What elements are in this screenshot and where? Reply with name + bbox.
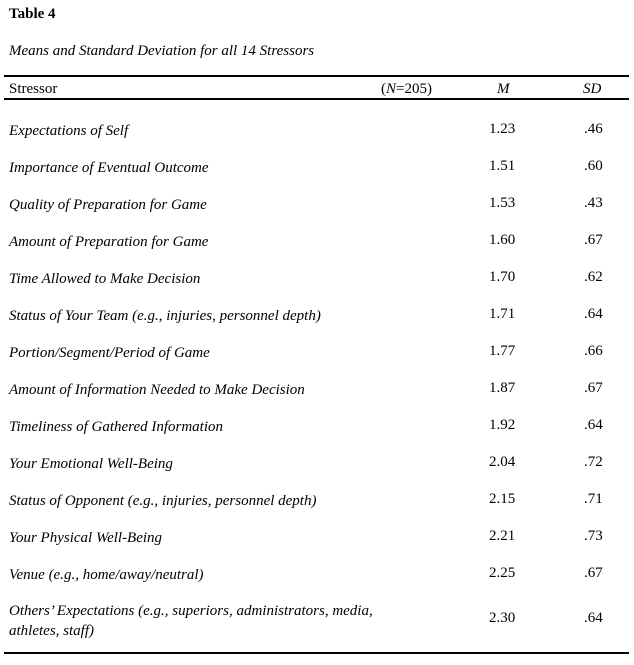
- stressor-name: Portion/Segment/Period of Game: [9, 345, 210, 361]
- mean-value: 1.87: [489, 380, 516, 396]
- stressor-name: Your Physical Well-Being: [9, 530, 163, 546]
- table-row: [0, 285, 634, 322]
- header-mean: M: [497, 81, 510, 97]
- table-row: [0, 544, 634, 581]
- mean-value: 1.23: [489, 121, 516, 137]
- sd-value: .67: [584, 232, 603, 248]
- mean-value: 1.53: [489, 195, 516, 211]
- mean-value: 2.04: [489, 454, 516, 470]
- sd-value: .64: [584, 306, 603, 322]
- sd-value: .46: [584, 121, 603, 137]
- table-title: Means and Standard Deviation for all 14 Stressors: [9, 43, 315, 59]
- mean-value: 2.21: [489, 528, 516, 544]
- stressor-name: Expectations of Self: [9, 123, 129, 139]
- sd-value: .60: [584, 158, 603, 174]
- table-row: [0, 433, 634, 470]
- table-row: [0, 470, 634, 507]
- table-row: [0, 174, 634, 211]
- table-row: [0, 322, 634, 359]
- stressor-name: Time Allowed to Make Decision: [9, 271, 201, 287]
- stressor-name: Others’ Expectations (e.g., superiors, administrators, media, athletes, staff): [9, 603, 373, 639]
- mean-value: 2.30: [489, 610, 516, 626]
- table-row: [0, 359, 634, 396]
- mean-value: 1.71: [489, 306, 516, 322]
- stressor-name: Amount of Preparation for Game: [9, 234, 209, 250]
- sd-value: .64: [584, 610, 603, 626]
- table-label: Table 4: [9, 6, 56, 22]
- stressor-name: Status of Your Team (e.g., injuries, personnel depth): [9, 308, 321, 324]
- stressor-name: Amount of Information Needed to Make Decision: [9, 382, 305, 398]
- stressor-name: Status of Opponent (e.g., injuries, personnel depth): [9, 493, 317, 509]
- header-stressor: Stressor: [9, 81, 58, 97]
- sd-value: .73: [584, 528, 603, 544]
- mean-value: 2.15: [489, 491, 516, 507]
- mean-value: 1.92: [489, 417, 516, 433]
- sd-value: .64: [584, 417, 603, 433]
- stressor-name: Importance of Eventual Outcome: [9, 160, 209, 176]
- sd-value: .66: [584, 343, 603, 359]
- sd-value: .43: [584, 195, 603, 211]
- table-row: [0, 507, 634, 544]
- table-row: [0, 137, 634, 174]
- mean-value: 1.60: [489, 232, 516, 248]
- table-row: [0, 396, 634, 433]
- header-sample-size: (N=205): [381, 81, 432, 97]
- table-row: [0, 211, 634, 248]
- stressor-name: Your Emotional Well-Being: [9, 456, 173, 472]
- bottom-rule: [4, 652, 629, 654]
- stressor-name: Timeliness of Gathered Information: [9, 419, 224, 435]
- sd-value: .67: [584, 380, 603, 396]
- mean-value: 1.77: [489, 343, 516, 359]
- mean-value: 1.70: [489, 269, 516, 285]
- table-row: [0, 100, 634, 137]
- top-rule: [4, 75, 629, 77]
- sd-value: .72: [584, 454, 603, 470]
- table-body: [0, 100, 634, 643]
- sd-value: .71: [584, 491, 603, 507]
- mean-value: 1.51: [489, 158, 516, 174]
- table-row: [0, 248, 634, 285]
- table-row: [0, 581, 634, 643]
- stressor-name: Quality of Preparation for Game: [9, 197, 207, 213]
- mean-value: 2.25: [489, 565, 516, 581]
- header-sd: SD: [583, 81, 602, 97]
- stressor-name: Venue (e.g., home/away/neutral): [9, 567, 204, 583]
- sd-value: .67: [584, 565, 603, 581]
- sd-value: .62: [584, 269, 603, 285]
